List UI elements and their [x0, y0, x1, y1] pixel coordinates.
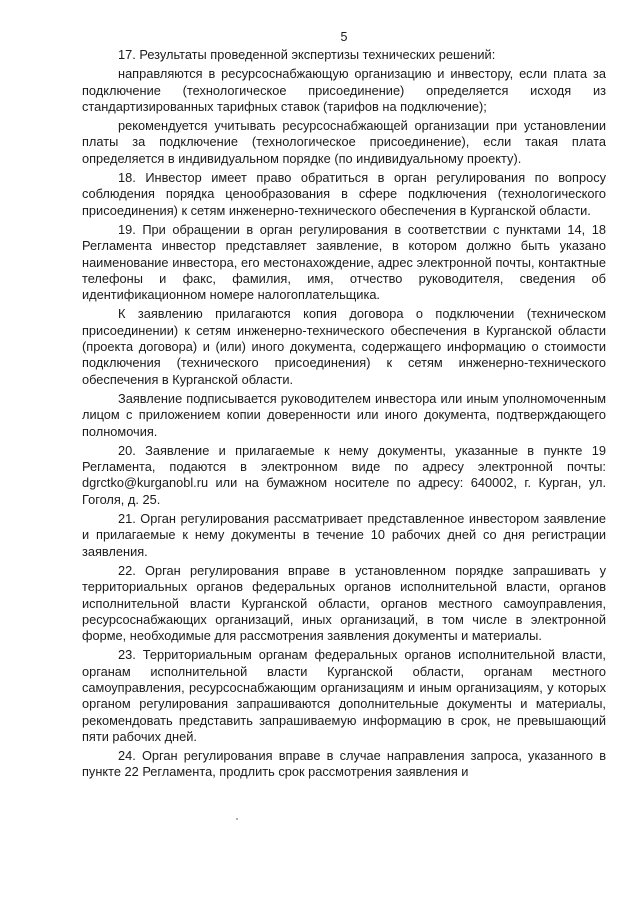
paragraph-19-attachments: К заявлению прилагаются копия договора о подключении (техническом присоединении) к сетям инженерно-технического обеспечения в Курганской области (проекта договора) и (или) иного документа, содержащего информацию о стоимости подключения (технического присоединения) к сетям инженерно-технического обеспечения в Курганской области. — [82, 306, 606, 387]
paragraph-17-item-1: направляются в ресурсоснабжающую организацию и инвестору, если плата за подключение (технологическое присоединение) определяется исходя из стандартизированных тарифных ставок (тарифов на подключение); — [82, 66, 606, 114]
paragraph-22: 22. Орган регулирования вправе в установленном порядке запрашивать у территориальных органов федеральных органов исполнительной власти, органов исполнительной власти Курганской области, органов местного самоуправления, ресурсоснабжающих организаций, иных организаций, в том числе в электронной форме, необходимые для рассмотрения заявления документы и материалы. — [82, 562, 606, 644]
page-number: 5 — [340, 30, 348, 44]
document-page — [82, 30, 606, 784]
paragraph-24: 24. Орган регулирования вправе в случае направления запроса, указанного в пункте 22 Регламента, продлить срок рассмотрения заявления и — [82, 748, 606, 780]
paragraph-20: 20. Заявление и прилагаемые к нему документы, указанные в пункте 19 Регламента, подаются в электронном виде по адресу электронной почты: dgrctko@kurganobl.ru или на бумажном носителе по адресу: 640002, г. Курган, ул. Гоголя, д. 25. — [82, 442, 606, 507]
paragraph-19-signature: Заявление подписывается руководителем инвестора или иным уполномоченным лицом с приложением копии доверенности или иного документа, подтверждающего полномочия. — [82, 390, 606, 439]
paragraph-19: 19. При обращении в орган регулирования в соответствии с пунктами 14, 18 Регламента инвестор представляет заявление, в котором должно быть указано наименование инвестора, его местонахождение, адрес электронной почты, контактные телефоны и факс, фамилия, имя, отчество руководителя, сведения об идентификационном номере налогоплательщика. — [82, 221, 606, 303]
paragraph-23: 23. Территориальным органам федеральных органов исполнительной власти, органам исполнительной власти Курганской области, органам местного самоуправления, ресурсоснабжающим организациям и иным организациям, у которых органом регулирования запрашиваются дополнительные документы и материалы, рекомендовать представить запрашиваемую информацию в срок, не превышающий пяти рабочих дней. — [82, 647, 606, 744]
paragraph-17-heading: 17. Результаты проведенной экспертизы технических решений: — [118, 47, 496, 62]
paragraph-18: 18. Инвестор имеет право обратиться в орган регулирования по вопросу соблюдения порядка ценообразования в сфере подключения (технологического присоединения) к сетям инженерно-технического обеспечения в Курганской области. — [82, 170, 606, 218]
paragraph-17-item-2: рекомендуется учитывать ресурсоснабжающей организации при установлении платы за подключение (технологическое присоединение), если такая плата определяется в индивидуальном порядке (по индивидуальному проекту). — [82, 118, 606, 166]
paragraph-21: 21. Орган регулирования рассматривает представленное инвестором заявление и прилагаемые к нему документы в течение 10 рабочих дней со дня регистрации заявления. — [82, 511, 606, 559]
scan-speck — [236, 818, 238, 820]
